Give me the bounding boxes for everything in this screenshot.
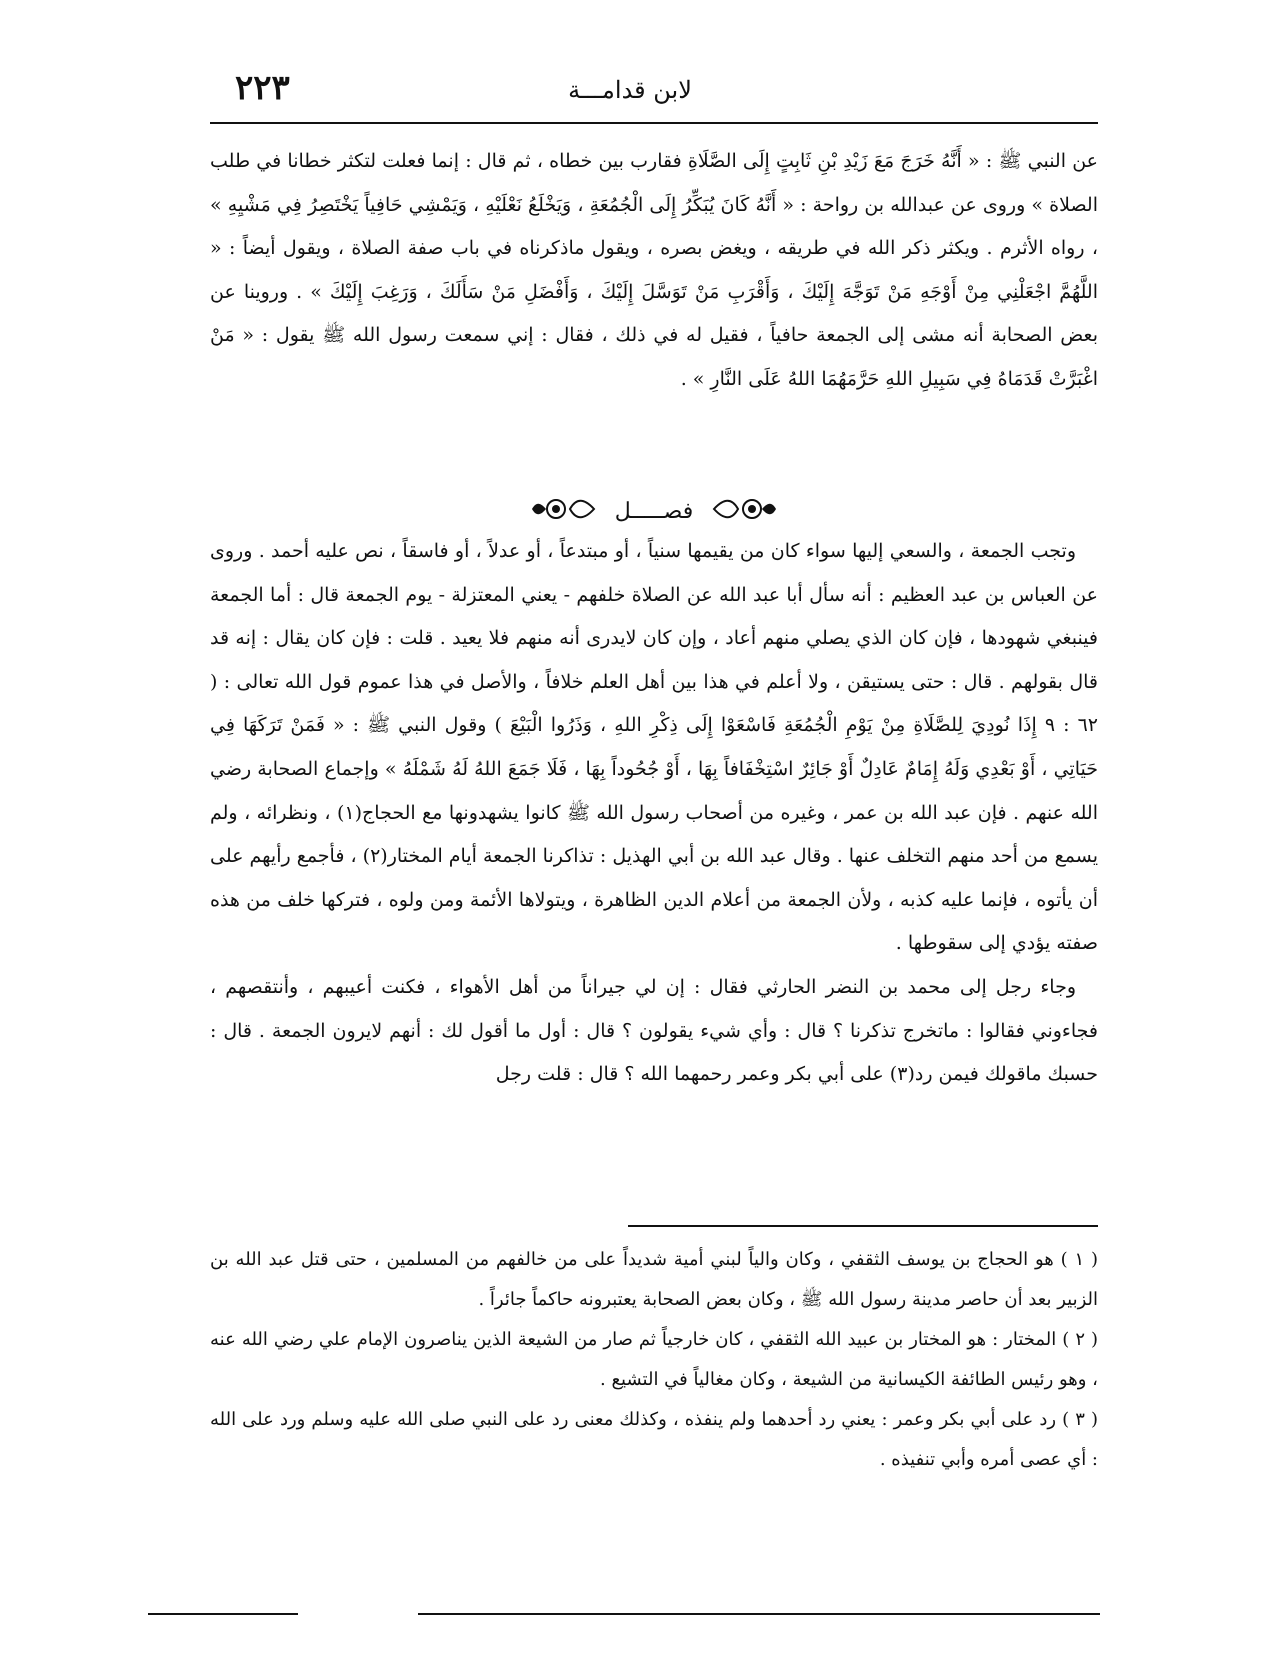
page-number: ٢٢٣ [235, 68, 290, 108]
paragraph: عن النبي ﷺ : « أَنَّهُ خَرَجَ مَعَ زَيْدِ بْنِ ثَابِتٍ إِلَى الصَّلَاةِ فقارب بين خطاه ، ثم قال : إنما فعلت لتكثر خطانا في طلب الصلاة » وروى عن عبدالله بن رواحة : « أَنَّهُ كَانَ يُبَكِّرُ إِلَى الْجُمُعَةِ ، وَيَخْلَعُ نَعْلَيْهِ ، وَيَمْشِي حَافِياً يَخْتَصِرُ فِي مَشْيِهِ » ، رواه الأثرم . ويكثر ذكر الله في طريقه ، ويغض بصره ، ويقول ماذكرناه في باب صفة الصلاة ، ويقول أيضاً : « اللَّهُمَّ اجْعَلْنِي مِنْ أَوْجَهِ مَنْ تَوَجَّهَ إِلَيْكَ ، وَأَقْرَبِ مَنْ تَوَسَّلَ إِلَيْكَ ، وَأَفْضَلِ مَنْ سَأَلَكَ ، وَرَغِبَ إِلَيْكَ » . وروينا عن بعض الصحابة أنه مشى إلى الجمعة حافياً ، فقيل له في ذلك ، فقال : إني سمعت رسول الله ﷺ يقول : « مَنْ اغْبَرَّتْ قَدَمَاهُ فِي سَبِيلِ اللهِ حَرَّمَهُمَا اللهُ عَلَى النَّارِ » . [210, 150, 1099, 390]
bottom-rule-left [148, 1613, 298, 1615]
footnotes [210, 1240, 1098, 1480]
section-title: فصـــــل [614, 498, 694, 524]
footnote-rule [628, 1225, 1098, 1227]
opening-section [210, 140, 1098, 402]
footnote-3: ( ٣ ) رد على أبي بكر وعمر : يعني رد أحدهما ولم ينفذه ، وكذلك معنى رد على النبي صلى الله عليه وسلم ورد على الله : أي عصى أمره وأبي تنفيذه . [210, 1409, 1099, 1470]
bottom-rule-right [418, 1613, 1100, 1615]
ornament-icon [712, 496, 778, 526]
footnote-2: ( ٢ ) المختار : هو المختار بن عبيد الله الثقفي ، كان خارجياً ثم صار من الشيعة الذين يناصرون الإمام علي رضي الله عنه ، وهو رئيس الطائفة الكيسانية من الشيعة ، وكان مغالياً في التشيع . [210, 1329, 1098, 1390]
fasl-section [210, 530, 1098, 1097]
section-heading [210, 496, 1098, 526]
paragraph: وتجب الجمعة ، والسعي إليها سواء كان من يقيمها سنياً ، أو مبتدعاً ، أو عدلاً ، أو فاسقاً ، نص عليه أحمد . وروى عن العباس بن عبد العظيم : أنه سأل أبا عبد الله عن الصلاة خلفهم - يعني المعتزلة - يوم الجمعة قال : أما الجمعة فينبغي شهودها ، فإن كان الذي يصلي منهم أعاد ، وإن كان لايدرى أنه منهم فلا يعيد . قلت : فإن كان يقال : إنه قد قال بقولهم . قال : حتى يستيقن ، ولا أعلم في هذا بين أهل العلم خلافاً ، والأصل في هذا عموم قول الله تعالى : ( ٦٢ : ٩ إِذَا نُودِيَ لِلصَّلَاةِ مِنْ يَوْمِ الْجُمُعَةِ فَاسْعَوْا إِلَى ذِكْرِ اللهِ ، وَذَرُوا الْبَيْعَ ) وقول النبي ﷺ : « فَمَنْ تَرَكَهَا فِي حَيَاتِي ، أَوْ بَعْدِي وَلَهُ إِمَامٌ عَادِلٌ أَوْ جَائِرٌ اسْتِخْفَافاً بِهَا ، أَوْ جُحُوداً بِهَا ، فَلَا جَمَعَ اللهُ لَهُ شَمْلَهُ » وإجماع الصحابة رضي الله عنهم . فإن عبد الله بن عمر ، وغيره من أصحاب رسول الله ﷺ كانوا يشهدونها مع الحجاج(١) ، ونظرائه ، ولم يسمع من أحد منهم التخلف عنها . وقال عبد الله بن أبي الهذيل : تذاكرنا الجمعة أيام المختار(٢) ، فأجمع رأيهم على أن يأتوه ، فإنما عليه كذبه ، ولأن الجمعة من أعلام الدين الظاهرة ، ويتولاها الأئمة ومن ولوه ، فتركها خلف من هذه صفته يؤدي إلى سقوطها . [210, 540, 1098, 955]
header-rule [210, 122, 1098, 124]
ornament-icon [530, 496, 596, 526]
paragraph: وجاء رجل إلى محمد بن النضر الحارثي فقال : إن لي جيراناً من أهل الأهواء ، فكنت أعيبهم ، وأنتقصهم ، فجاءوني فقالوا : ماتخرج تذكرنا ؟ قال : وأي شيء يقولون ؟ قال : أول ما أقول لك : أنهم لايرون الجمعة . قال : حسبك ماقولك فيمن رد(٣) على أبي بكر وعمر رحمهما الله ؟ قال : قلت رجل [210, 975, 1098, 1086]
footnote-1: ( ١ ) هو الحجاج بن يوسف الثقفي ، وكان والياً لبني أمية شديداً على من خالفهم من المسلمين ، حتى قتل عبد الله بن الزبير بعد أن حاصر مدينة رسول الله ﷺ ، وكان بعض الصحابة يعتبرونه حاكماً جائراً . [210, 1249, 1098, 1310]
running-header-title: لابن قدامـــة [568, 76, 692, 104]
